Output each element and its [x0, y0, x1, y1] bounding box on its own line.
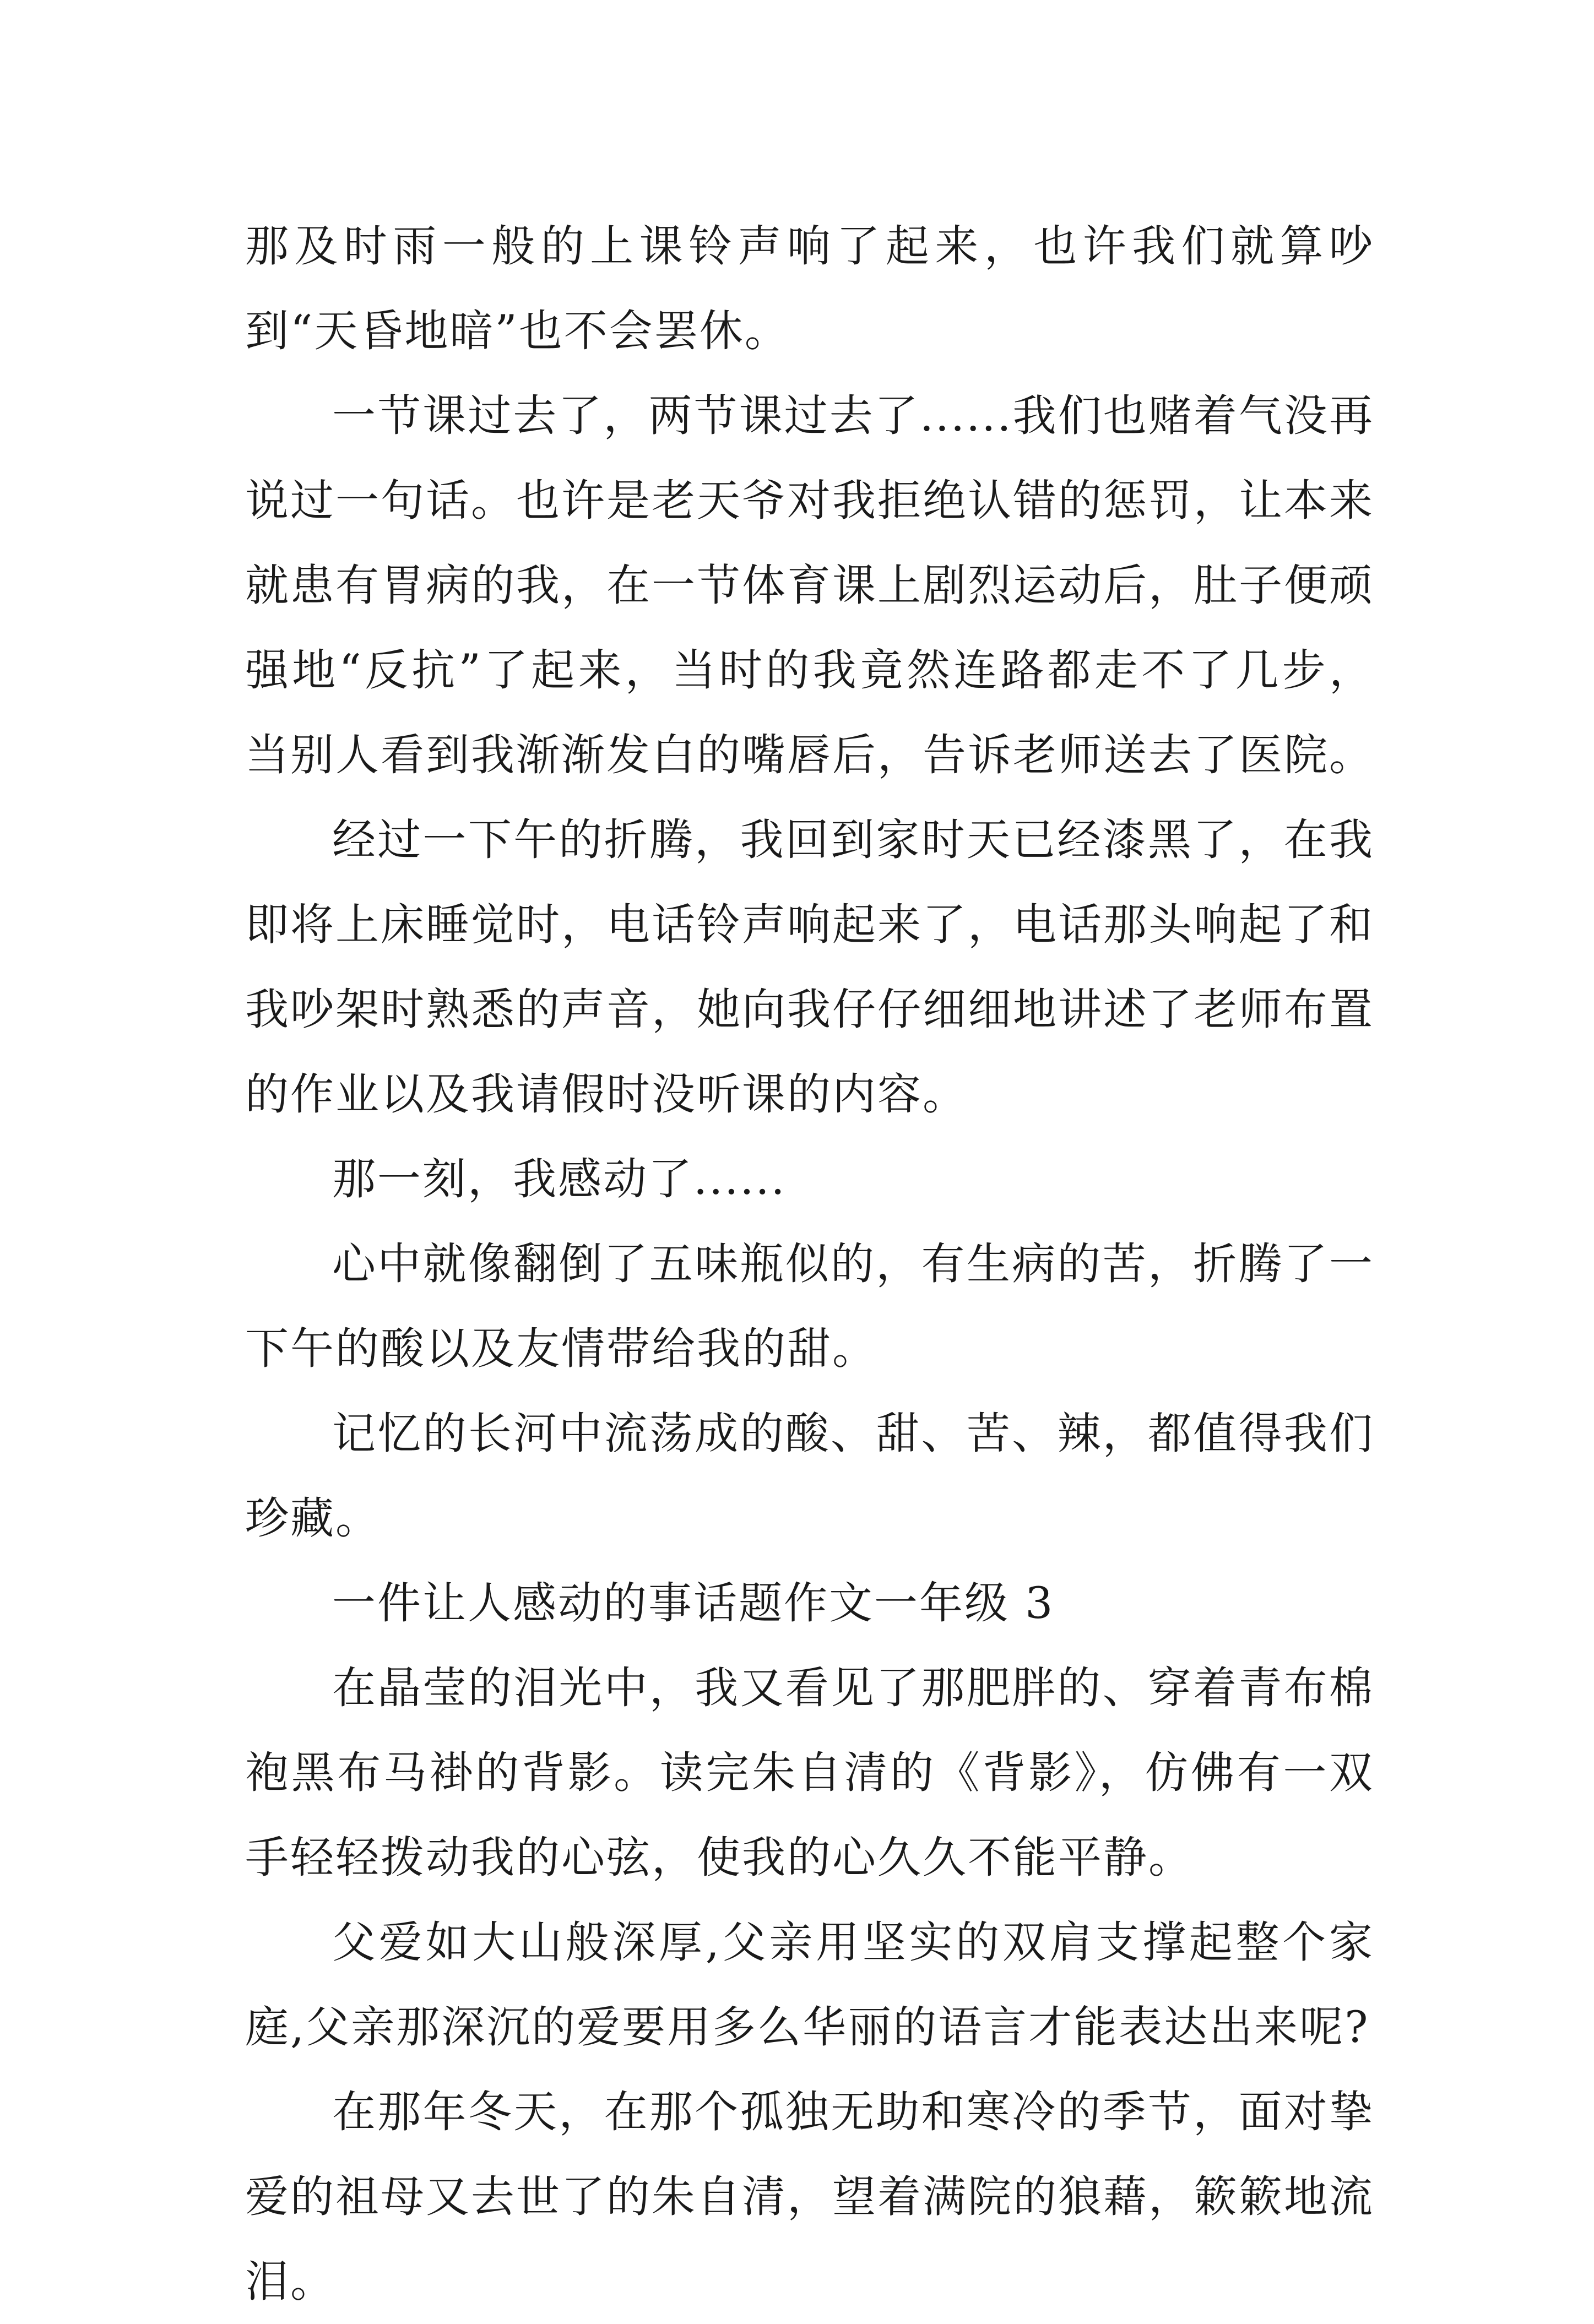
paragraph-3: 经过一下午的折腾，我回到家时天已经漆黑了，在我即将上床睡觉时，电话铃声响起来了，电话那头响起了和我吵架时熟悉的声音，她向我仔仔细细地讲述了老师布置的作业以及我请假时没听课的内容。 [245, 815, 1374, 1120]
section-heading: 一件让人感动的事话题作文一年级 3 [332, 1578, 1055, 1628]
paragraph-7: 在晶莹的泪光中，我又看见了那肥胖的、穿着青布棉袍黑布马褂的背影。读完朱自清的《背影》，仿佛有一双手轻轻拨动我的心弦，使我的心久久不能平静。 [245, 1663, 1374, 1883]
paragraph-8: 父爱如大山般深厚,父亲用坚实的双肩支撑起整个家庭,父亲那深沉的爱要用多么华丽的语言才能表达出来呢? [245, 1917, 1374, 2052]
body-text [245, 204, 1374, 2324]
paragraph-5: 心中就像翻倒了五味瓶似的，有生病的苦，折腾了一下午的酸以及友情带给我的甜。 [245, 1239, 1374, 1374]
paragraph-4: 那一刻，我感动了...... [332, 1154, 787, 1204]
paragraph-1: 那及时雨一般的上课铃声响了起来，也许我们就算吵到“天昏地暗”也不会罢休。 [245, 221, 1374, 356]
paragraph-9: 在那年冬天，在那个孤独无助和寒冷的季节，面对挚爱的祖母又去世了的朱自清，望着满院的狼藉，簌簌地流泪。 [245, 2087, 1374, 2307]
paragraph-2: 一节课过去了，两节课过去了......我们也赌着气没再说过一句话。也许是老天爷对我拒绝认错的惩罚，让本来就患有胃病的我，在一节体育课上剧烈运动后，肚子便顽强地“反抗”了起来，当时的我竟然连路都走不了几步，当别人看到我渐渐发白的嘴唇后，告诉老师送去了医院。 [245, 390, 1374, 780]
paragraph-6: 记忆的长河中流荡成的酸、甜、苦、辣，都值得我们珍藏。 [245, 1408, 1374, 1544]
